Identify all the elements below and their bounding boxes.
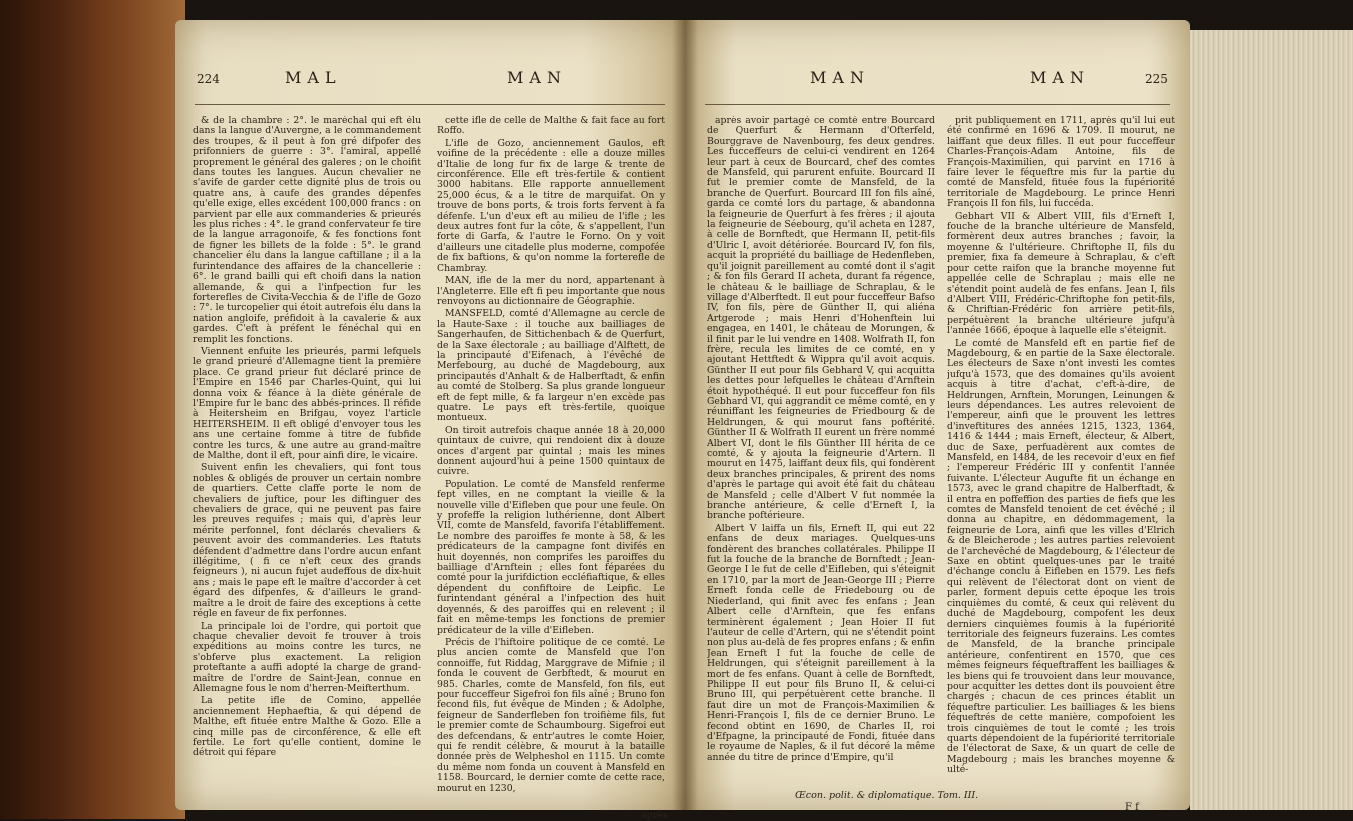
paragraph: La petite ifle de Comino, appellée anciennement Hephaeftia, & qui dépend de Malthe, eft fituée entre Malthe & Gozo. Elle a cinq mille pas de circonférence, & elle eft fertile. Le fort qu'elle contient, domine le détroit qui fépare <box>193 695 421 759</box>
header-rule <box>705 104 1170 105</box>
page-number: 225 <box>1145 72 1168 86</box>
signature-mark: F f <box>1125 802 1139 813</box>
running-head-left: MAL <box>285 68 342 87</box>
left-page <box>175 20 685 821</box>
paragraph: après avoir partagé ce comté entre Bourcard de Querfurt & Hermann d'Ofterfeld, Bourggrave de Navenbourg, fes deux gendres. Les fucceffeurs de celui-ci vendirent en 1264 leur part à ceux de Bourcard, chef des comtes de Mansfeld, qui parurent enfuite. Bourcard II fut le premier comte de Mansfeld, de la branche de Querfurt. Bourcard III fon fils aîné, garda ce comté lors du partage, & abandonna la feigneurie de Querfurt à fes frères ; il ajouta la feigneurie de Séebourg, qu'il acheta en 1287, à celle de Bornftedt, que Hermann II, petit-fils d'Ulric I, avoit détériorée. Bourcard IV, fon fils, acquit la propriété du bailliage de Hedenfleben, qu'il joignit pareillement au comté dont il s'agit ; & fon fils Gerard II acheta, durant fa régence, le château & le bailliage de Schraplau, & le village d'Alberftedt. Il eut pour fucceffeur Bafso IV, fon fils, père de Günther II, qui aliéna Artgerode ; mais Henri d'Hohenftein lui engagea, en 1401, le château de Morungen, & il finit par le lui vendre en 1408. Wolfrath II, fon frère, recula les limites de ce comté, en y ajoutant Hettftedt & Wippra qu'il avoit acquis. Günther II eut pour fils Gebhard V, qui acquitta les dettes pour lefquelles le château d'Arnftein étoit hypothéqué. Il eut pour fucceffeur fon fils Gebhard VI, qui aggrandit ce même comté, en y réuniffant les feigneuries de Friedbourg & de Heldrungen, & qui mourut fans poftérité. Günther II & Wolfrath II eurent un frère nommé Albert VI, dont le fils Günther III hérita de ce comté, & y ajouta la feigneurie d'Artern. Il mourut en 1475, laiffant deux fils, qui fondèrent deux branches principales, & prirent des noms d'après le partage qui avoit été fait du château de Mansfeld ; celle d'Albert V fut nommée la branche antérieure, & celle d'Erneft I, la branche poftérieure. <box>707 116 935 522</box>
paragraph: Viennent enfuite les prieurés, parmi lefquels le grand prieuré d'Allemagne tient la première place. Ce grand prieur fut déclaré prince de l'Empire en 1546 par Charles-Quint, qui lui donna voix & féance à la diète générale de l'Empire fur le banc des abbés-princes. Il réfide à Heitersheim en Brifgau, voyez l'article HEITERSHEIM. Il eft obligé d'envoyer tous les ans une certaine fomme à titre de fubfide contre les turcs, & une autre au grand-maître de Malthe, dont il eft, pour ainfi dire, le vicaire. <box>193 345 421 461</box>
running-head-right: MAN <box>507 68 567 87</box>
header-rule <box>195 104 665 105</box>
paragraph: Gebhart VII & Albert VIII, fils d'Erneft I, fouche de la branche ultérieure de Mansfeld, formèrent deux autres branches ; favoir, la moyenne & l'ultérieure. Chriftophe II, fils du premier, fixa fa demeure à Schraplau, & c'eft pour cette raifon que la branche moyenne fut appellée celle de Schraplau ; mais elle ne s'étendit point audelà de fes enfans. Jean I, fils d'Albert VIII, Frédéric-Chriftophe fon petit-fils, & Chriftian-Frédéric fon arrière petit-fils, perpétuèrent la branche ultérieure jufqu'à l'année 1666, époque à laquelle elle s'éteignit. <box>947 210 1175 337</box>
paragraph: Suivent enfin les chevaliers, qui font tous nobles & obligés de prouver un certain nombre de quartiers. Cette claffe porte le nom de chevaliers de juftice, pour les diftinguer des chevaliers de grace, qui ne peuvent pas faire les preuves requifes ; mais qui, d'après leur mérite perfonnel, font déclarés chevaliers & peuvent avoir des commanderies. Les ftatuts défendent d'admettre dans l'ordre aucun enfant illégitime, ( fi ce n'eft ceux des grands feigneurs ), ni aucun fujet audeffous de dix-huit ans ; mais le pape eft le maître d'accorder à cet égard des difpenfes, & d'ailleurs le grand-maître a le droit de faire des exceptions à cette régle en faveur de fix perfonnes. <box>193 462 421 620</box>
paragraph: La principale loi de l'ordre, qui portoit que chaque chevalier devoit fe trouver à trois expéditions au moins contre les turcs, ne s'obferve plus exactement. La religion proteftante a auffi adopté la charge de grand-maître de l'ordre de Saint-Jean, connue en Allemagne fous le nom d'herren-Meifterthum. <box>193 620 421 694</box>
running-head-left: MAN <box>810 68 870 87</box>
paragraph: & de la chambre : 2°. le maréchal qui eft élu dans la langue d'Auvergne, a le commandement des troupes, & il peut à fon gré difpofer des prifonniers de guerre : 3°. l'amiral, appellé proprement le général des galeres ; on le choifit dans toutes les langues. Aucun chevalier ne s'avife de garder cette dignité plus de trois ou quatre ans, à caufe des grandes dépenfes qu'elle exige, elles excédent 100,000 francs : on parvient par elle aux commanderies & prieurés les plus riches : 4°. le grand confervateur fe tire de la langue arragonoife, & fes fonctions font de figner les billets de la folde : 5°. le grand chancelier élu dans la langue caftillane ; il a la furintendance des affaires de la chancellerie : 6°. le grand bailli qui eft choifi dans la nation allemande, & qui a l'infpection fur les forterefles de Civita-Vecchia & de l'ifle de Gozo : 7°. le turcopelier qui étoit autrefois élu dans la nation angloife, préfidoit à la cavalerie & aux gardes. C'eft à préfent le fénéchal qui en remplit les fonctions. <box>193 116 421 345</box>
paragraph: On tiroit autrefois chaque année 18 à 20,000 quintaux de cuivre, qui rendoient dix à douze onces d'argent par quintal ; mais les mines donnent aujourd'hui à peine 1500 quintaux de cuivre. <box>437 424 665 478</box>
text-column-2 <box>947 116 1175 806</box>
paragraph: MAN, ifle de la mer du nord, appartenant à l'Angleterre. Elle eft fi peu importante que nous renvoyons au dictionnaire de Géographie. <box>437 275 665 307</box>
catchword: après <box>641 810 668 821</box>
paragraph: L'ifle de Gozo, anciennement Gaulos, eft voifine de la précédente : elle a douze milles d'Italie de long fur fix de large & trente de circonférence. Elle eft très-fertile & contient 3000 habitans. Elle rapporte annuellement 25,000 écus, & a le titre de marquifat. On y trouve de bons ports, & trois forts fervent à fa défenfe. L'un d'eux eft au milieu de l'ifle ; les deux autres font fur la côte, & s'appellent, l'un forte di Garfa, & l'autre le Forno. On y voit d'ailleurs une citadelle plus moderne, compofée de fix baftions, & qu'on nomme la forterefle de Chambray. <box>437 137 665 274</box>
paragraph: prit publiquement en 1711, après qu'il lui eut été confirmé en 1696 & 1709. Il mourut, ne laiffant que deux filles. Il eut pour fucceffeur Charles-François-Adam Antoine, fils de François-Maximilien, qui parvint en 1716 à faire lever le féqueftre mis fur la partie du comté de Mansfeld, fituée fous la fupériorité territoriale de Magdebourg. Le prince Henri François II fon fils, lui fuccéda. <box>947 116 1175 210</box>
paragraph: Albert V laiffa un fils, Erneft II, qui eut 22 enfans de deux mariages. Quelques-uns fondèrent des branches collatérales. Philippe II fut la fouche de la branche de Bornftedt ; Jean-George I le fut de celle d'Eifleben, qui s'éteignit en 1710, par la mort de Jean-George III ; Pierre Erneft fonda celle de Friedebourg ou de Niederland, qui finit avec fes enfans ; Jean Albert celle d'Arnftein, que fes enfans terminèrent également ; Jean Hoier II fut l'auteur de celle d'Artern, qui ne s'étendit point non plus au-delà de fes propres enfans ; & enfin Jean Erneft I fut la fouche de celle de Heldrungen, qui s'éteignit pareillement à la mort de fes enfans. Quant à celle de Bornftedt, Philippe II eut pour fils Bruno II, & celui-ci Bruno III, qui perpétuèrent cette branche. Il faut dire un mot de François-Maximilien & Henri-François I, fils de ce dernier Bruno. Le fecond obtint en 1690, de Charles II, roi d'Efpagne, la principauté de Fondi, fituée dans le royaume de Naples, & il fut décoré la même année du titre de prince d'Empire, qu'il <box>707 522 935 763</box>
paragraph: Le comté de Mansfeld eft en partie fief de Magdebourg, & en partie de la Saxe électorale. Les électeurs de Saxe n'ont investi les comtes jufqu'à 1573, que des domaines qu'ils avoient acquis à titre d'achat, c'eft-à-dire, de Heldrungen, Arnftein, Morungen, Leinungen & leurs dépendances. Les autres relevoient de l'empereur, ainfi que le prouvent les lettres d'inveftitures des années 1215, 1323, 1364, 1416 & 1444 ; mais Erneft, électeur, & Albert, duc de Saxe, perfuadèrent aux comtes de Mansfeld, en 1484, de les recevoir d'eux en fief ; l'empereur Frédéric III y confentit l'année fuivante. L'électeur Augufte fit un échange en 1573, avec le grand chapitre de Halberftadt, & il entra en poffeffion des parties de fiefs que les comtes de Mansfeld tenoient de cet évêché ; il donna au chapitre, en dédommagement, la feigneurie de Lora, ainfi que les villes d'Elrich & de Bleicherode ; les autres parties relevoient de l'archevêché de Magdebourg, & l'électeur de Saxe en obtint quelques-unes par le traité d'échange conclu à Eifleben en 1579. Les fiefs qui relèvent de l'électorat dont on vient de parler, forment depuis cette époque les trois cinquièmes du comté, & ceux qui relèvent du duché de Magdebourg, compofent les deux derniers cinquièmes foumis à la fupériorité territoriale des feigneurs fuzerains. Les comtes de Mansfeld, de la branche principale antérieure, confentirent en 1570, que ces mêmes feigneurs féqueftraffent les bailliages & les biens qui fe trouvoient dans leur mouvance, pour acquitter les dettes dont ils pouvoient être chargés ; chacun de ces princes établit un féqueftre particulier. Les bailliages & les biens féqueftrés de cette manière, compofoient les trois cinquièmes de tout le comté ; les trois quarts dépendoient de la fupériorité territoriale de l'électorat de Saxe, & un quart de celle de Magdebourg ; mais les branches moyenne & ulté- <box>947 337 1175 776</box>
text-column-1 <box>707 116 935 784</box>
text-column-2 <box>437 116 665 796</box>
text-column-1 <box>193 116 421 796</box>
page-number: 224 <box>197 72 220 86</box>
book-cover-edge-left <box>0 0 185 819</box>
page-footer: Œcon. polit. & diplomatique. Tom. III. <box>795 790 979 801</box>
right-page <box>685 20 1190 813</box>
paragraph: Population. Le comté de Mansfeld renferme fept villes, en ne comptant la vieille & la nouvelle ville d'Eifleben que pour une feule. On y profeffe la religion luthérienne, dont Albert VII, comte de Mansfeld, favorifa l'établiffement. Le nombre des paroiffes fe monte à 58, & les prédicateurs de la campagne font divifés en huit doyennés, non comprifes les paroiffes du bailliage d'Arnftein ; elles font féparées du comté pour la jurifdiction eccléfiaftique, & elles dépendent du confiftoire de Leipfic. Le furintendant général a l'infpection des huit doyennés, & des paroiffes qui en relevent ; il fait en même-temps les fonctions de premier prédicateur de la ville d'Eifleben. <box>437 478 665 636</box>
paragraph: MANSFELD, comté d'Allemagne au cercle de la Haute-Saxe : il touche aux bailliages de Sangerhaufen, de Sittichenbach & de Querfurt, de la Saxe électorale ; au bailliage d'Alftett, de la principauté d'Eifenach, à l'évêché de Merfebourg, au duché de Magdebourg, aux principautés d'Anhalt & de Halberftadt, & enfin au comté de Stolberg. Sa plus grande longueur eft de fept mille, & fa largeur n'en excède pas quatre. Le pays eft très-fertile, quoique montueux. <box>437 308 665 424</box>
paragraph: cette ifle de celle de Malthe & fait face au fort Roffo. <box>437 116 665 137</box>
book-gutter <box>672 20 698 810</box>
paragraph: Précis de l'hiftoire politique de ce comté. Le plus ancien comte de Mansfeld que l'on connoiffe, fut Riddag, Marggrave de Mifnie ; il fonda le couvent de Gerbftedt, & mourut en 985. Charles, comte de Mansfeld, fon fils, eut pour fucceffeur Sigefroi fon fils aîné ; Bruno fon fecond fils, fut évêque de Minden ; & Adolphe, feigneur de Sanderfleben fon troifième fils, fut le premier comte de Schaumbourg. Sigefroi eut des defcendans, & entr'autres le comte Hoier, qui fe rendit célèbre, & mourut à la bataille donnée près de Welpheshol en 1115. Un comte du même nom fonda un couvent à Mansfeld en 1158. Bourcard, le dernier comte de cette race, mourut en 1230, <box>437 636 665 794</box>
running-head-right: MAN <box>1030 68 1090 87</box>
page-edges-right <box>1190 30 1353 810</box>
